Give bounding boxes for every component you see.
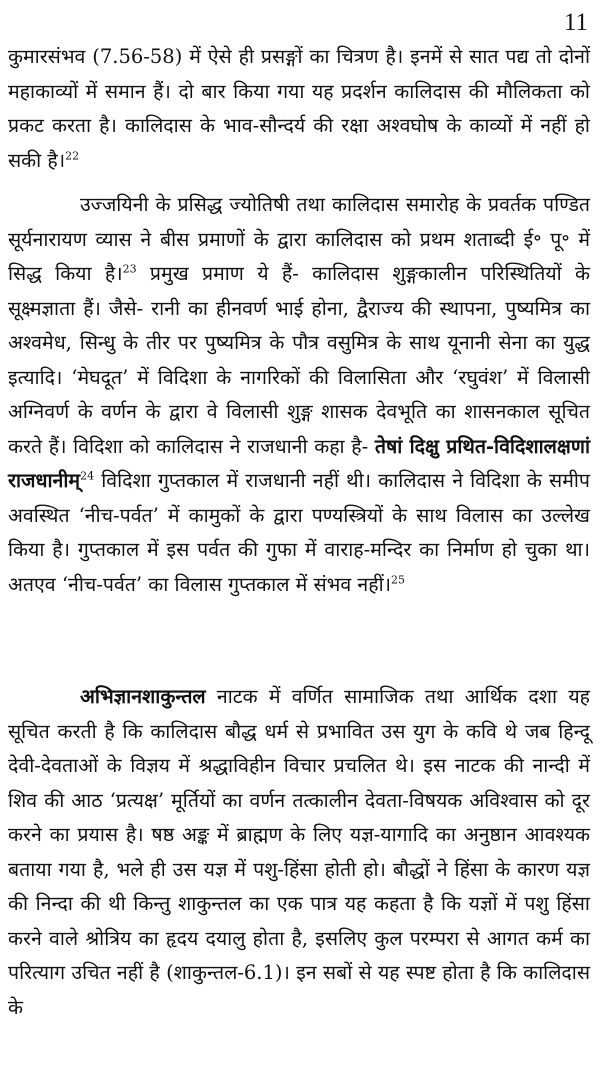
paragraph-2-text-b: प्रमुख प्रमाण ये हैं- कालिदास शुङ्गकालीन परिस्थितियों के सूक्ष्मज्ञाता हैं। जैसे- रानी का हीनवर्ण भाई होना, द्वैराज्य की स्थापना, पुष्यमित्र का अश्वमेध, सिन्धु के तीर पर पुष्यमित्र के पौत्र वसुमित्र के साथ यूनानी सेना का युद्ध इत्यादि। ‘मेघदूत’ में विदिशा के नागरिकों की विलासिता और ‘रघुवंश’ में विलासी अग्निवर्ण के वर्णन के द्वारा वे विलासी शुङ्ग शासक देवभूति का शासनकाल सूचित करते हैं। विदिशा को कालिदास ने राजधानी कहा है-	[8, 262, 591, 458]
footnote-ref-25: 25	[391, 573, 406, 586]
paragraph-2-text-c: विदिशा गुप्तकाल में राजधानी नहीं थी। कालिदास ने विदिशा के समीप अवस्थित ‘नीच-पर्वत’ में कामुकों के द्वारा पण्यस्त्रियों के साथ विलास का उल्लेख किया है। गुप्तकाल में इस पर्वत की गुफा में वाराह-मन्दिर का निर्माण हो चुका था। अतएव ‘नीच-पर्वत’ का विलास गुप्तकाल में संभव नहीं।	[8, 469, 590, 596]
paragraph-2-text-a: उज्जयिनी के प्रसिद्ध ज्योतिषी तथा कालिदास समारोह के प्रवर्तक पण्डित सूर्यनारायण व्यास ने बीस प्रमाणों के द्वारा कालिदास को प्रथम शताब्दी ई॰ पू॰ में सिद्ध किया है।	[8, 193, 590, 285]
paragraph-3-text: नाटक में वर्णित सामाजिक तथा आर्थिक दशा यह सूचित करती है कि कालिदास बौद्ध धर्म से प्रभावित उस युग के कवि थे जब हिन्दू देवी-देवताओं के विज्ञय में श्रद्धाविहीन विचार प्रचलित थे। इस नाटक की नान्दी में शिव की आठ ‘प्रत्यक्ष’ मूर्तियों का वर्णन तत्कालीन देवता-विषयक अविश्वास को दूर करने का प्रयास है। षष्ठ अङ्क में ब्राह्मण के लिए यज्ञ-यागादि का अनुष्ठान आवश्यक बताया गया है, भले ही उस यज्ञ में पशु-हिंसा होती हो। बौद्धों ने हिंसा के कारण यज्ञ की निन्दा की थी किन्तु शाकुन्तल का एक पात्र यह कहता है कि यज्ञों में पशु हिंसा करने वाले श्रोत्रिय का हृदय दयालु होता है, इसलिए कुल परम्परा से आगत कर्म का परित्याग उचित नहीं है (शाकुन्तल-6.1)। इन सबों से यह स्पष्ट होता है कि कालिदास के	[8, 685, 590, 1019]
page-number: 11	[563, 9, 588, 36]
footnote-ref-24: 24	[80, 469, 95, 483]
work-title: अभिज्ञानशाकुन्तल	[80, 685, 206, 708]
paragraph-2	[8, 188, 590, 602]
paragraph-1	[8, 40, 590, 178]
paragraph-3	[8, 680, 590, 1025]
paragraph-1-text: कुमारसंभव (7.56-58) में ऐसे ही प्रसङ्गों का चित्रण है। इनमें से सात पद्य तो दोनों महाकाव्यों में समान हैं। दो बार किया गया यह प्रदर्शन कालिदास की मौलिकता को प्रकट करता है। कालिदास के भाव-सौन्दर्य की रक्षा अश्वघोष के काव्यों में नहीं हो सकी है।	[8, 45, 590, 172]
sanskrit-quote: तेषां दिक्षु प्रथित-विदिशालक्षणां राजधानीम्	[8, 434, 590, 492]
footnote-ref-23: 23	[122, 262, 137, 276]
footnote-ref-22: 22	[65, 149, 80, 162]
